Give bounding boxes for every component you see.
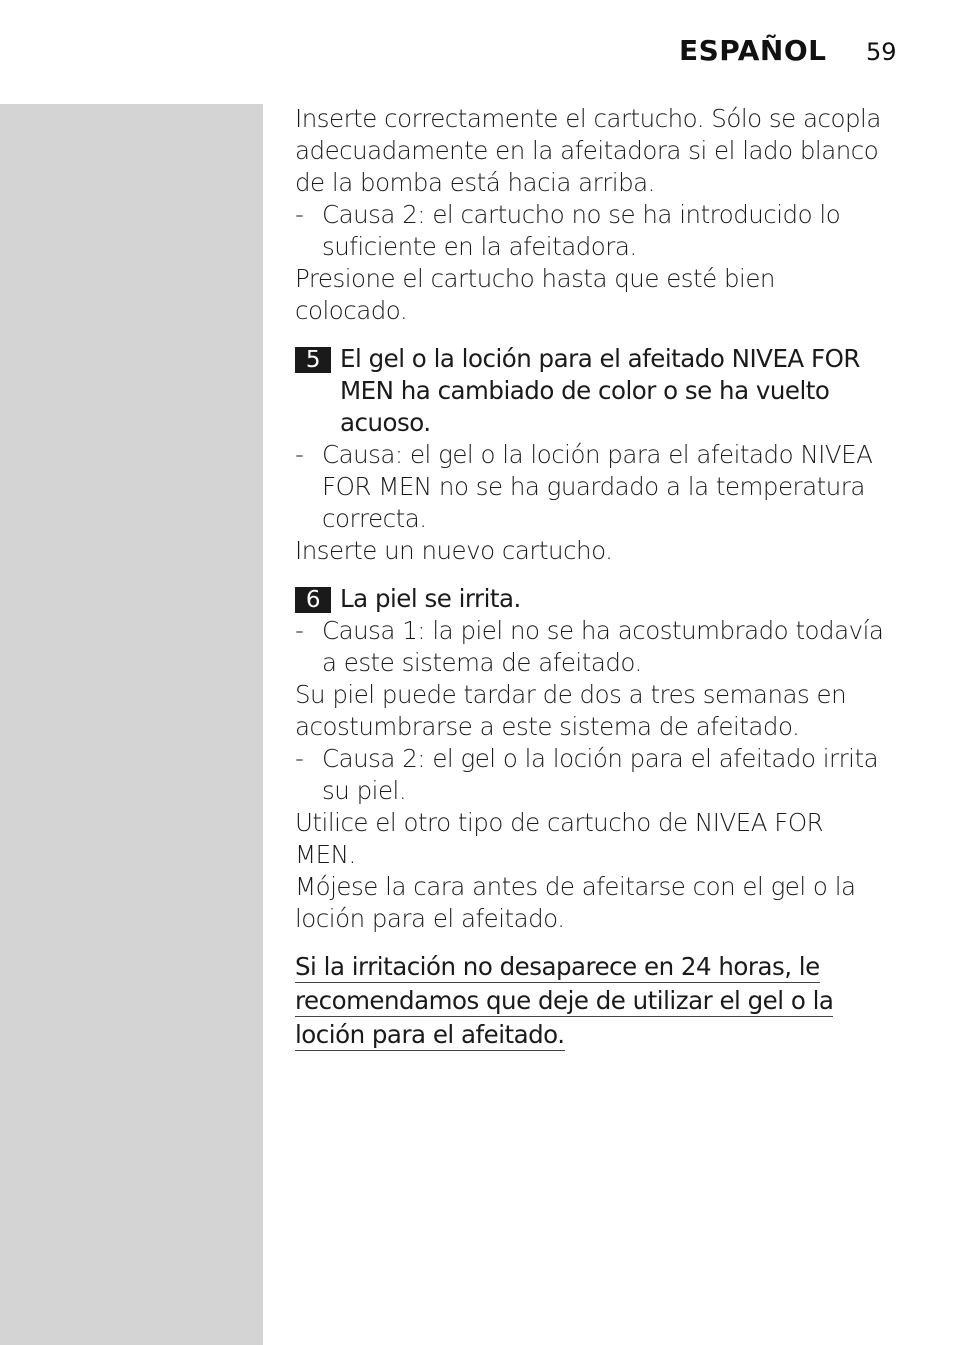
cause-text: Causa 2: el gel o la loción para el afeitado irrita su piel.	[322, 744, 879, 805]
solution-text: Presione el cartucho hasta que esté bien colocado.	[295, 264, 775, 325]
warning-line: recomendamos que deje de utilizar el gel o la	[295, 986, 834, 1015]
cause-text: Causa 2: el cartucho no se ha introducido lo suficiente en la afeitadora.	[322, 200, 841, 261]
bullet-dash: -	[295, 616, 304, 645]
side-margin-panel	[0, 104, 263, 1345]
step-6	[295, 583, 890, 615]
bullet-dash: -	[295, 744, 304, 773]
step-title: La piel se irrita.	[340, 584, 521, 613]
section-language-title: ESPAÑOL	[679, 34, 827, 67]
step-title: El gel o la loción para el afeitado NIVEA FOR MEN ha cambiado de color o se ha vuelto acuoso.	[340, 344, 860, 437]
solution-text: Inserte un nuevo cartucho.	[295, 536, 613, 565]
intro-text: Inserte correctamente el cartucho. Sólo se acopla adecuadamente en la afeitadora si el lado blanco de la bomba está hacia arriba.	[295, 104, 881, 197]
warning-note	[295, 951, 890, 1053]
solution-text: Utilice el otro tipo de cartucho de NIVEA FOR MEN.	[295, 808, 824, 869]
cause-bullet	[295, 615, 890, 679]
main-content	[295, 103, 890, 1053]
cause-bullet	[295, 199, 890, 263]
cause-bullet	[295, 439, 890, 535]
step-number-badge: 5	[295, 347, 331, 373]
cause-text: Causa: el gel o la loción para el afeitado NIVEA FOR MEN no se ha guardado a la temperatura correcta.	[322, 440, 873, 533]
cause-text: Causa 1: la piel no se ha acostumbrado todavía a este sistema de afeitado.	[322, 616, 884, 677]
step-5	[295, 343, 890, 439]
warning-line: loción para el afeitado.	[295, 1020, 565, 1049]
bullet-dash: -	[295, 200, 304, 229]
solution-text: Su piel puede tardar de dos a tres semanas en acostumbrarse a este sistema de afeitado.	[295, 680, 847, 741]
page-number: 59	[866, 38, 897, 66]
bullet-dash: -	[295, 440, 304, 469]
step-number-badge: 6	[295, 587, 331, 613]
cause-bullet	[295, 743, 890, 807]
solution-text: Mójese la cara antes de afeitarse con el gel o la loción para el afeitado.	[295, 872, 856, 933]
warning-line: Si la irritación no desaparece en 24 horas, le	[295, 952, 820, 981]
